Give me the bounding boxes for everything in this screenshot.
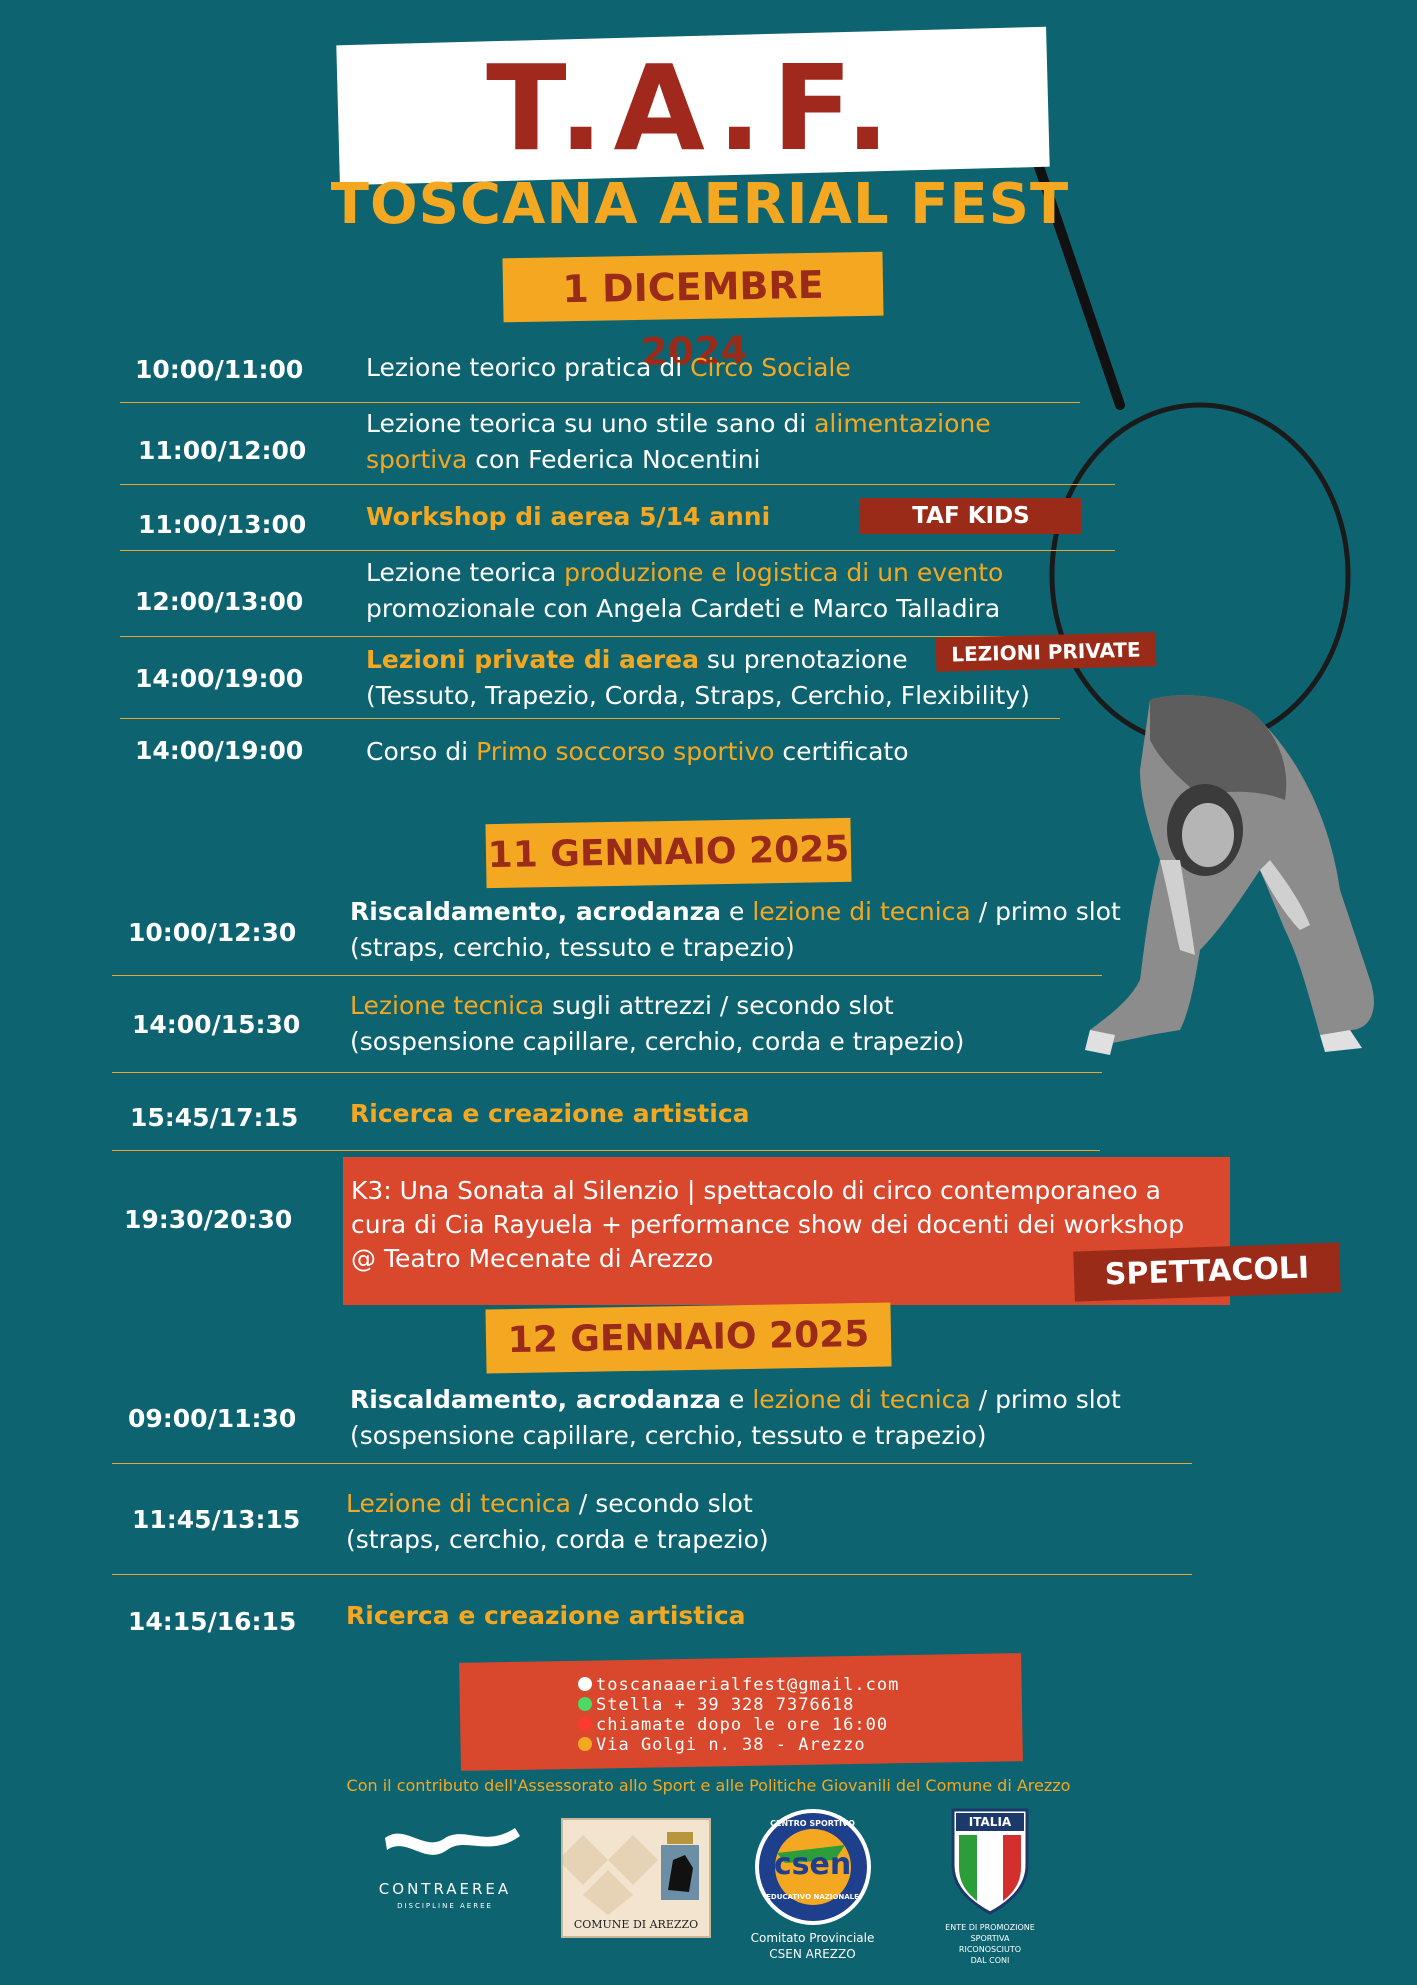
- divider: [112, 1463, 1192, 1464]
- mail-icon: [578, 1677, 592, 1691]
- acrobat-figure-icon: [1085, 695, 1374, 1055]
- schedule-item: Workshop di aerea 5/14 anni: [366, 502, 771, 531]
- coni-caption-1: ENTE DI PROMOZIONE: [945, 1923, 1035, 1932]
- time-slot: 11:45/13:15: [132, 1505, 301, 1534]
- time-slot: 14:00/15:30: [132, 1010, 301, 1039]
- time-slot: 10:00/11:00: [135, 355, 304, 384]
- divider: [120, 402, 1080, 403]
- divider: [112, 1150, 1100, 1151]
- coni-caption-3: RICONOSCIUTO: [958, 1945, 1022, 1954]
- contact-phone[interactable]: Stella + 39 328 7376618: [578, 1695, 854, 1715]
- coni-logo: [935, 1805, 1045, 1970]
- contraerea-sub: DISCIPLINE AEREE: [397, 1902, 493, 1910]
- date-label: 1 DICEMBRE 2024: [562, 262, 824, 374]
- schedule-item: Corso di Primo soccorso sportivo certificato: [366, 737, 909, 766]
- coni-caption-4: DAL CONI: [970, 1956, 1010, 1965]
- divider: [120, 636, 1060, 637]
- date-label: 11 GENNAIO 2025: [487, 828, 850, 877]
- time-slot: 14:00/19:00: [135, 736, 304, 765]
- date-badge-2: [485, 818, 851, 888]
- date-badge-3: [485, 1302, 891, 1373]
- time-slot: 14:00/19:00: [135, 664, 304, 693]
- schedule-item: Lezioni private di aerea su prenotazione (Tessuto, Trapezio, Corda, Straps, Cerchio, Flexibility): [366, 645, 1030, 710]
- comune-arezzo-logo: [561, 1818, 711, 1938]
- phone-icon: [578, 1717, 592, 1731]
- time-slot: 11:00/13:00: [138, 510, 307, 539]
- credit-line: Con il contributo dell'Assessorato allo Sport e alle Politiche Giovanili del Comune di Arezzo: [346, 1776, 1071, 1795]
- schedule-item: Lezione di tecnica / secondo slot (straps, cerchio, corda e trapezio): [346, 1489, 769, 1554]
- divider: [120, 718, 1060, 719]
- time-slot: 14:15/16:15: [128, 1607, 297, 1636]
- time-slot: 12:00/13:00: [135, 587, 304, 616]
- schedule-item: Ricerca e creazione artistica: [346, 1601, 746, 1630]
- contraerea-name: CONTRAERЕA: [378, 1880, 512, 1898]
- comune-name: COMUNE DI AREZZO: [573, 1918, 699, 1931]
- page-title: T.A.F.: [486, 39, 900, 177]
- csen-caption-2: CSEN AREZZO: [769, 1947, 856, 1961]
- time-slot: 19:30/20:30: [124, 1205, 293, 1234]
- date-label: 12 GENNAIO 2025: [507, 1313, 870, 1362]
- schedule-item: Lezione tecnica sugli attrezzi / secondo slot (sospensione capillare, cerchio, corda e trapezio): [350, 991, 965, 1056]
- schedule-item: Lezione teorica su uno stile sano di alimentazione sportiva con Federica Nocentini: [366, 409, 991, 474]
- csen-caption-1: Comitato Provinciale: [750, 1931, 875, 1945]
- divider: [112, 1574, 1192, 1575]
- schedule-item: Riscaldamento, acrodanza e lezione di tecnica / primo slot (straps, cerchio, tessuto e trapezio): [350, 897, 1121, 962]
- time-slot: 15:45/17:15: [130, 1103, 299, 1132]
- schedule-item: Lezione teorico pratica di Circo Sociale: [366, 353, 851, 382]
- tag-lezioni-private: LEZIONI PRIVATE: [936, 632, 1157, 672]
- contraerea-brush-icon: [365, 1818, 525, 1873]
- schedule-item: Lezione teorica produzione e logistica di un evento promozionale con Angela Cardeti e Marco Talladira: [366, 558, 1004, 623]
- csen-mid: csen: [773, 1847, 852, 1882]
- contact-note: chiamate dopo le ore 16:00: [578, 1715, 888, 1735]
- divider: [120, 550, 1115, 551]
- whatsapp-icon: [578, 1697, 592, 1711]
- schedule-item: Ricerca e creazione artistica: [350, 1099, 750, 1128]
- divider: [112, 975, 1102, 976]
- csen-logo: [735, 1805, 890, 1965]
- contact-email[interactable]: toscanaaerialfest@gmail.com: [578, 1675, 899, 1695]
- tag-taf-kids: TAF KIDS: [860, 498, 1082, 534]
- time-slot: 10:00/12:30: [128, 918, 297, 947]
- location-pin-icon: [578, 1737, 592, 1751]
- schedule-item: K3: Una Sonata al Silenzio | spettacolo di circo contemporaneo a cura di Cia Rayuela + performance show dei docenti dei workshop @ Teatro Mecenate di Arezzo: [351, 1176, 1185, 1273]
- time-slot: 11:00/12:00: [138, 436, 307, 465]
- csen-top: CENTRO SPORTIVO: [770, 1819, 855, 1828]
- csen-bot: EDUCATIVO NAZIONALE: [766, 1893, 859, 1901]
- divider: [112, 1072, 1102, 1073]
- contact-address: Via Golgi n. 38 - Arezzo: [578, 1735, 866, 1755]
- tag-spettacoli: SPETTACOLI: [1073, 1242, 1341, 1301]
- divider: [120, 484, 1115, 485]
- coni-caption-2: SPORTIVA: [970, 1934, 1010, 1943]
- contraerea-logo: [365, 1818, 525, 1918]
- coat-of-arms-icon: [563, 1820, 709, 1915]
- italia-label: ITALIA: [968, 1815, 1012, 1829]
- time-slot: 09:00/11:30: [128, 1404, 297, 1433]
- schedule-item: Riscaldamento, acrodanza e lezione di tecnica / primo slot (sospensione capillare, cerchio, tessuto e trapezio): [350, 1385, 1121, 1450]
- page-subtitle: TOSCANA AERIAL FEST: [330, 172, 1070, 237]
